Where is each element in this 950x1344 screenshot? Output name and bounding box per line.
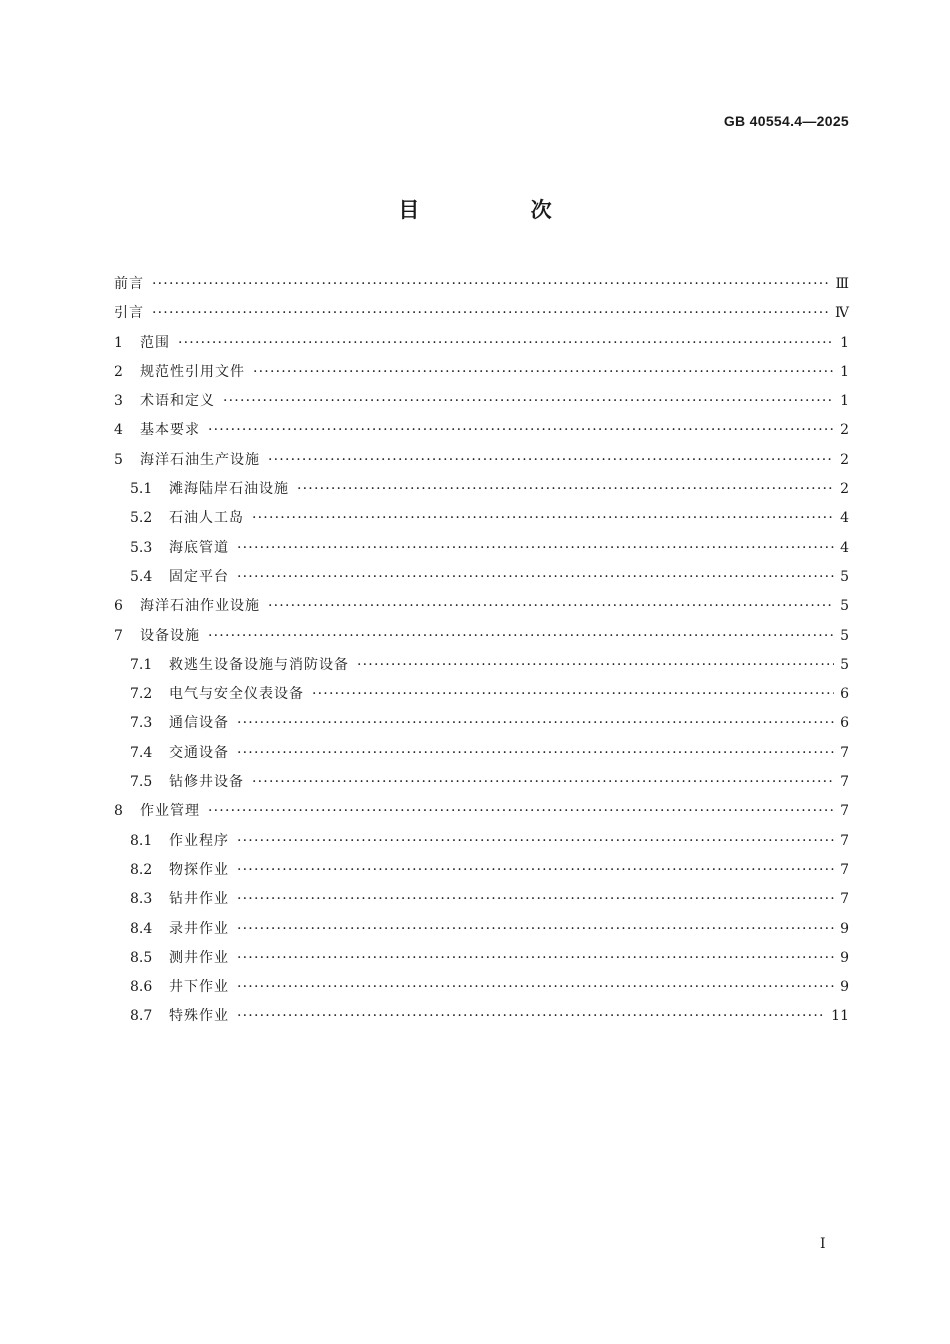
toc-entry-number: 8.2 xyxy=(130,861,153,878)
toc-entry-label: 物探作业 xyxy=(169,861,229,878)
toc-entry-number: 8.1 xyxy=(130,832,153,849)
toc-entry-page: 1 xyxy=(840,334,849,351)
dot-leader xyxy=(237,885,834,914)
dot-leader xyxy=(237,709,834,738)
dot-leader xyxy=(357,651,834,680)
dot-leader xyxy=(178,329,834,358)
toc-entry-label: 井下作业 xyxy=(169,979,229,996)
toc-entry-number: 7.3 xyxy=(130,715,153,732)
toc-entry-label: 作业程序 xyxy=(169,832,229,849)
toc-entry-number: 7 xyxy=(114,627,123,644)
toc-entry[interactable] xyxy=(114,358,849,387)
toc-entry-page: 1 xyxy=(840,363,849,380)
dot-leader xyxy=(208,797,834,826)
toc-entry-label: 引言 xyxy=(114,305,144,322)
toc-entry-page: Ⅲ xyxy=(835,276,849,292)
toc-entry-number: 8.6 xyxy=(130,979,153,996)
toc-entry-number: 8.7 xyxy=(130,1008,153,1025)
dot-leader xyxy=(237,973,834,1002)
toc-entry[interactable] xyxy=(114,446,849,475)
toc-entry-label: 作业管理 xyxy=(140,803,200,820)
toc-entry-page: 4 xyxy=(840,539,849,556)
toc-entry-label: 前言 xyxy=(114,276,144,292)
dot-leader xyxy=(237,944,834,973)
toc-entry-number: 2 xyxy=(114,363,123,380)
toc-entry-page: 7 xyxy=(840,774,849,791)
toc-entry-label: 基本要求 xyxy=(140,422,200,439)
toc-entry-label: 规范性引用文件 xyxy=(140,363,245,380)
toc-entry-label: 特殊作业 xyxy=(169,1008,229,1025)
toc-entry-label: 测井作业 xyxy=(169,949,229,966)
toc-entry[interactable] xyxy=(114,475,849,504)
toc-entry-label: 滩海陆岸石油设施 xyxy=(169,481,289,498)
dot-leader xyxy=(208,416,834,445)
toc-entry-label: 电气与安全仪表设备 xyxy=(169,686,304,703)
dot-leader xyxy=(237,534,834,563)
toc-entry-number: 6 xyxy=(114,598,123,615)
toc-entry-number: 7.2 xyxy=(130,686,153,703)
dot-leader xyxy=(208,622,834,651)
toc-entry[interactable] xyxy=(114,387,849,416)
toc-entry[interactable] xyxy=(114,797,849,826)
dot-leader xyxy=(297,475,834,504)
toc-entry[interactable] xyxy=(114,680,849,709)
toc-entry-page: 7 xyxy=(840,861,849,878)
toc-entry-number: 7.1 xyxy=(130,656,153,673)
dot-leader xyxy=(253,358,834,387)
toc-entry-page: 9 xyxy=(840,949,849,966)
toc-entry-number: 8.4 xyxy=(130,920,153,937)
table-of-contents xyxy=(114,270,849,1032)
toc-entry[interactable] xyxy=(114,504,849,533)
dot-leader xyxy=(237,827,834,856)
toc-entry[interactable] xyxy=(114,885,849,914)
toc-entry-number: 8.3 xyxy=(130,891,153,908)
dot-leader xyxy=(237,563,834,592)
toc-entry-page: 5 xyxy=(840,598,849,615)
toc-entry-page: 2 xyxy=(840,481,849,498)
toc-entry-label: 救逃生设备设施与消防设备 xyxy=(169,656,349,673)
toc-entry[interactable] xyxy=(114,270,849,299)
toc-entry-label: 通信设备 xyxy=(169,715,229,732)
toc-entry-label: 石油人工岛 xyxy=(169,510,244,527)
toc-entry-page: Ⅳ xyxy=(835,305,849,322)
toc-entry-page: 2 xyxy=(840,451,849,468)
toc-entry-number: 4 xyxy=(114,422,123,439)
toc-entry-page: 7 xyxy=(840,803,849,820)
toc-entry[interactable] xyxy=(114,1002,849,1031)
dot-leader xyxy=(237,739,834,768)
toc-entry-number: 5.1 xyxy=(130,481,153,498)
toc-entry[interactable] xyxy=(114,709,849,738)
toc-entry[interactable] xyxy=(114,856,849,885)
dot-leader xyxy=(152,270,829,299)
toc-entry-label: 交通设备 xyxy=(169,744,229,761)
dot-leader xyxy=(152,299,829,328)
toc-entry-number: 5.4 xyxy=(130,568,153,585)
page-number: I xyxy=(820,1236,826,1252)
toc-entry-label: 术语和定义 xyxy=(140,393,215,410)
dot-leader xyxy=(268,446,834,475)
toc-entry-label: 海洋石油作业设施 xyxy=(140,598,260,615)
toc-entry[interactable] xyxy=(114,563,849,592)
toc-entry[interactable] xyxy=(114,534,849,563)
dot-leader xyxy=(237,1002,825,1031)
toc-entry-number: 1 xyxy=(114,334,123,351)
toc-entry-page: 11 xyxy=(831,1008,849,1025)
toc-entry-page: 7 xyxy=(840,744,849,761)
toc-entry[interactable] xyxy=(114,973,849,1002)
toc-entry[interactable] xyxy=(114,739,849,768)
toc-entry[interactable] xyxy=(114,299,849,328)
toc-entry-page: 7 xyxy=(840,891,849,908)
dot-leader xyxy=(252,504,834,533)
toc-entry-label: 录井作业 xyxy=(169,920,229,937)
toc-entry[interactable] xyxy=(114,651,849,680)
toc-entry[interactable] xyxy=(114,944,849,973)
toc-entry-label: 设备设施 xyxy=(140,627,200,644)
dot-leader xyxy=(237,915,834,944)
toc-entry-label: 范围 xyxy=(140,334,170,351)
toc-entry[interactable] xyxy=(114,827,849,856)
toc-entry-page: 7 xyxy=(840,832,849,849)
toc-entry-number: 7.5 xyxy=(130,774,153,791)
toc-entry[interactable] xyxy=(114,416,849,445)
dot-leader xyxy=(268,592,834,621)
toc-entry-page: 2 xyxy=(840,422,849,439)
toc-entry-page: 1 xyxy=(840,393,849,410)
dot-leader xyxy=(237,856,834,885)
toc-entry[interactable] xyxy=(114,915,849,944)
toc-entry-number: 8.5 xyxy=(130,949,153,966)
toc-entry[interactable] xyxy=(114,592,849,621)
toc-entry-label: 钻井作业 xyxy=(169,891,229,908)
document-code: GB 40554.4—2025 xyxy=(723,113,849,129)
toc-entry-number: 3 xyxy=(114,393,123,410)
toc-entry-page: 4 xyxy=(840,510,849,527)
toc-entry-number: 5.3 xyxy=(130,539,153,556)
toc-entry[interactable] xyxy=(114,768,849,797)
toc-entry-page: 9 xyxy=(840,979,849,996)
toc-entry-page: 5 xyxy=(840,627,849,644)
toc-entry-label: 海洋石油生产设施 xyxy=(140,451,260,468)
toc-entry-label: 固定平台 xyxy=(169,568,229,585)
toc-entry-number: 5.2 xyxy=(130,510,153,527)
dot-leader xyxy=(223,387,834,416)
toc-entry-number: 8 xyxy=(114,803,123,820)
toc-entry-number: 5 xyxy=(114,451,123,468)
dot-leader xyxy=(252,768,834,797)
toc-title: 目 次 xyxy=(398,198,604,222)
toc-entry-label: 钻修井设备 xyxy=(169,774,244,791)
toc-entry-page: 5 xyxy=(840,568,849,585)
toc-entry[interactable] xyxy=(114,622,849,651)
toc-entry-label: 海底管道 xyxy=(169,539,229,556)
toc-entry[interactable] xyxy=(114,329,849,358)
toc-entry-page: 9 xyxy=(840,920,849,937)
dot-leader xyxy=(312,680,834,709)
toc-entry-page: 6 xyxy=(840,686,849,703)
toc-entry-number: 7.4 xyxy=(130,744,153,761)
toc-entry-page: 5 xyxy=(840,656,849,673)
toc-entry-page: 6 xyxy=(840,715,849,732)
